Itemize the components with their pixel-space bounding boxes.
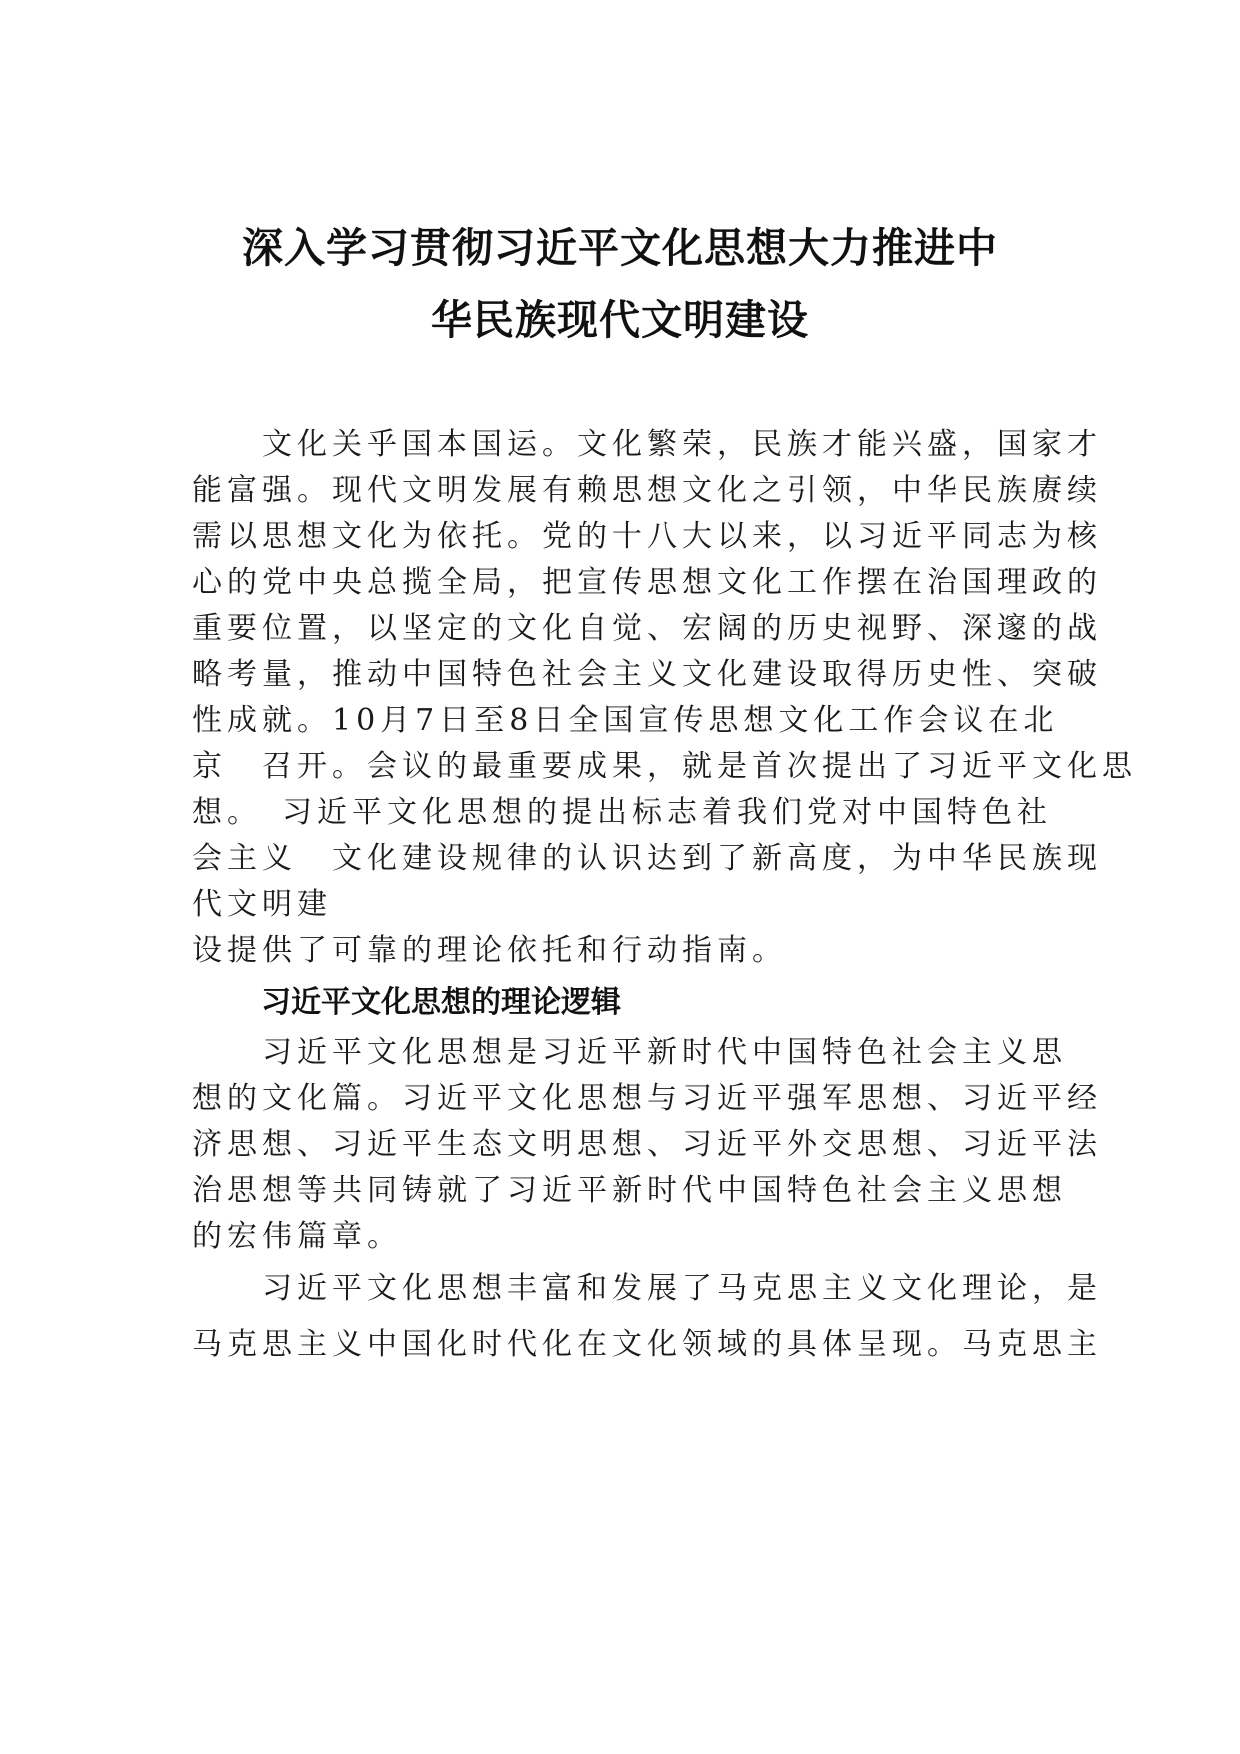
paragraph-1-line-12: 设提供了可靠的理论依托和行动指南。 [192,933,787,968]
document-title-line-2: 华民族现代文明建设 [431,296,809,344]
paragraph-2-line-3: 济思想、习近平生态文明思想、习近平外交思想、习近平法 [192,1127,1102,1162]
paragraph-1-line-9: 想。 习近平文化思想的提出标志着我们党对中国特色社 [192,795,1052,830]
paragraph-2-line-2: 想的文化篇。习近平文化思想与习近平强军思想、习近平经 [192,1081,1102,1116]
paragraph-1-line-4: 心的党中央总揽全局，把宣传思想文化工作摆在治国理政的 [192,565,1102,600]
paragraph-2-line-4: 治思想等共同铸就了习近平新时代中国特色社会主义思想 [192,1173,1067,1208]
paragraph-1-line-10: 会主义 文化建设规律的认识达到了新高度，为中华民族现 [192,841,1102,876]
paragraph-3-line-2: 马克思主义中国化时代化在文化领域的具体呈现。马克思主 [192,1327,1102,1362]
paragraph-1-line-1: 文化关乎国本国运。文化繁荣，民族才能兴盛，国家才 [192,427,1102,462]
paragraph-1-line-8: 京 召开。会议的最重要成果，就是首次提出了习近平文化思 [192,749,1137,784]
paragraph-2-line-1: 习近平文化思想是习近平新时代中国特色社会主义思 [192,1035,1067,1070]
document-title-line-1: 深入学习贯彻习近平文化思想大力推进中 [242,224,998,272]
paragraph-1-line-11: 代文明建 [192,887,332,922]
section-heading: 习近平文化思想的理论逻辑 [261,985,621,1020]
paragraph-1-line-6: 略考量，推动中国特色社会主义文化建设取得历史性、突破 [192,657,1102,692]
paragraph-3-line-1: 习近平文化思想丰富和发展了马克思主义文化理论，是 [192,1271,1102,1306]
paragraph-2-line-5: 的宏伟篇章。 [192,1219,402,1254]
paragraph-1-line-5: 重要位置，以坚定的文化自觉、宏阔的历史视野、深邃的战 [192,611,1102,646]
paragraph-1-line-3: 需以思想文化为依托。党的十八大以来，以习近平同志为核 [192,519,1102,554]
paragraph-1-line-2: 能富强。现代文明发展有赖思想文化之引领，中华民族赓续 [192,473,1102,508]
paragraph-1-line-7: 性成就。10月7日至8日全国宣传思想文化工作会议在北 [192,703,1059,738]
